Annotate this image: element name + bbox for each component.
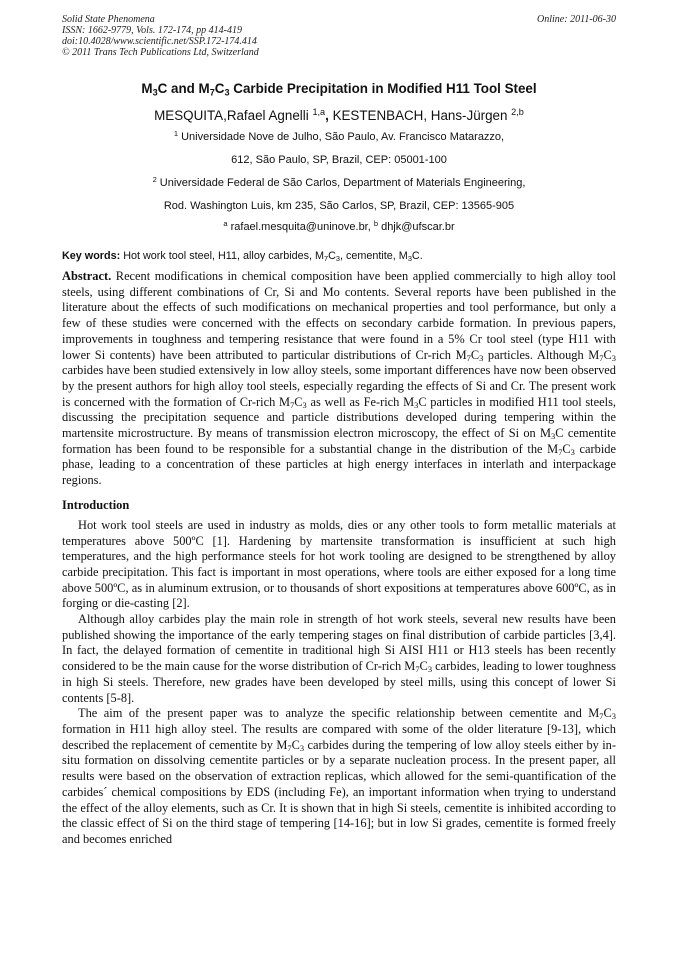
- email-a: rafael.mesquita@uninove.br,: [227, 221, 374, 233]
- author-emails: $^a$ rafael.mesquita@uninove.br, $^b$ dhjk@ufscar.br: [223, 218, 455, 233]
- affiliation-2-line-1: $^2$ Universidade Federal de São Carlos, Department of Materials Engineering,: [152, 174, 526, 189]
- affiliation-1-line-1: $^1$ Universidade Nove de Julho, São Paulo, Av. Francisco Matarazzo,: [173, 128, 505, 143]
- keywords-label: Key words:: [62, 250, 121, 262]
- author-1-affil-mark: 1,a: [312, 107, 326, 117]
- publication-metadata: [62, 14, 616, 58]
- online-date: Online: 2011-06-30: [537, 14, 616, 25]
- affiliations: [62, 126, 616, 236]
- paper-title: $M_3C$ and $M_7C_3$ Carbide Precipitation in Modified H11 Tool Steel: [141, 81, 537, 98]
- journal-name: Solid State Phenomena: [62, 14, 155, 25]
- abstract: Abstract. Recent modifications in chemical composition have been applied commercially to high alloy tool steels, using different combinations of Cr, Si and Mo contents. Several reports have been published in the literature about the effects of such modifications on mechanical properties and tool performance, but only a few of these studies were concerned with the effects on secondary carbide formation. In previous papers, improvements in toughness and tempering resistance that were found in a 5% Cr tool steel (type H11 with lower Si contents) have been attributed to particular distributions of Cr-rich $M_7C_3$ particles. Although $M_7C_3$ carbides have been studied extensively in low alloy steels, some important differences have now been observed by the present authors for high alloy tool steels, especially regarding the effects of Si and Cr. The present work is concerned with the formation of Cr-rich $M_7C_3$ as well as Fe-rich $M_3C$ particles in modified H11 tool steels, discussing the precipitation sequence and particle distributions developed during tempering within the martensite microstructure. By means of transmission electron microscopy, the effect of Si on $M_3C$ cementite formation has been found to be responsible for a substantial change in the distribution of the $M_7C_3$ carbide phase, leading to a concentration of these particles at high energy interfaces in interlath and interpackage regions.: [62, 269, 616, 488]
- affiliation-2-line-2: Rod. Washington Luis, km 235, São Carlos, SP, Brazil, CEP: 13565-905: [163, 200, 515, 212]
- issn-line: ISSN: 1662-9779, Vols. 172-174, pp 414-419: [62, 25, 242, 36]
- intro-paragraph-1: Hot work tool steels are used in industry as molds, dies or any other tools to form metallic materials at temperatures above 500ºC [1]. Hardening by martensite transformation is insufficient at such high temperatures, and the high performance steels for hot work tooling are designed to be strengthened by alloy carbide precipitation. This fact is important in most operations, where tools are either exposed for a long time above 500ºC, as in aluminum extrusion, or to thousands of short expositions at temperatures above 600ºC, as in forging or die-casting [2].: [62, 517, 616, 611]
- section-heading-introduction: Introduction: [62, 497, 130, 512]
- author-2: KESTENBACH, Hans-Jürgen: [332, 108, 512, 123]
- intro-paragraph-2: Although alloy carbides play the main role in strength of hot work steels, several new results have been published showing the importance of the early tempering stages on final distribution of carbide particles [3,4]. In fact, the delayed formation of cementite in traditional high Si AISI H11 or H13 steels has been recently considered to be the main cause for the worse distribution of Cr-rich $M_7C_3$ carbides, leading to lower toughness in high Si steels. Therefore, new grades have been developed by steel mills, using this concept of lower Si contents [5-8].: [62, 612, 616, 705]
- keywords: Key words: Hot work tool steel, H11, alloy carbides, $M_7C_3$, cementite, $M_3C$.: [62, 250, 423, 263]
- author-1: MESQUITA,Rafael Agnelli: [154, 108, 313, 123]
- affiliation-1-line-2: 612, São Paulo, SP, Brazil, CEP: 05001-100: [231, 154, 447, 166]
- doi-line: doi:10.4028/www.scientific.net/SSP.172-174.414: [62, 36, 257, 47]
- intro-paragraph-3: The aim of the present paper was to analyze the specific relationship between cementite and $M_7C_3$ formation in H11 high alloy steel. The results are compared with some of the older literature [9-13], which described the replacement of cementite by $M_7C_3$ carbides during the tempering of low alloy steels either by in-situ formation on dissolving cementite particles or by a separate nucleation process. In the present paper, all results were based on the observation of extraction replicas, which allowed for the semi-quantification of the carbides´ chemical compositions by EDS (including Fe), an important information when trying to understand the effect of the alloy elements, such as Cr. It is shown that in high Si steels, cementite is inhibited according to the classic effect of Si on the third stage of tempering [14-16]; but in low Si grades, cementite is formed freely and becomes enriched: [62, 706, 617, 846]
- author-2-affil-mark: 2,b: [511, 107, 524, 117]
- email-b: dhjk@ufscar.br: [378, 221, 455, 233]
- author-list: MESQUITA,Rafael Agnelli $^{1,a}$, KESTENBACH, Hans-Jürgen $^{2,b}$: [154, 107, 524, 123]
- abstract-label: Abstract.: [62, 269, 112, 283]
- copyright-line: © 2011 Trans Tech Publications Ltd, Switzerland: [62, 47, 259, 58]
